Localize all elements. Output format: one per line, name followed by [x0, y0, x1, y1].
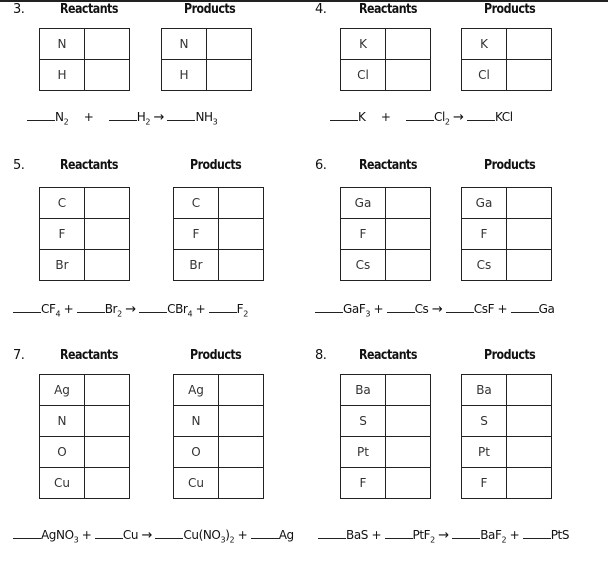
count-cell[interactable] — [85, 250, 130, 281]
count-cell[interactable] — [85, 406, 130, 437]
count-cell[interactable] — [85, 375, 130, 406]
element-cell: S — [341, 406, 386, 437]
element-cell: Cu — [40, 468, 85, 499]
problem-number: 8. — [315, 348, 327, 363]
products-heading: Products — [184, 2, 236, 17]
coefficient-blank[interactable] — [13, 303, 41, 313]
arrow-icon: → — [141, 528, 152, 543]
count-cell[interactable] — [219, 219, 264, 250]
count-cell[interactable] — [219, 250, 264, 281]
element-cell: Cu — [174, 468, 219, 499]
reactants-heading: Reactants — [359, 2, 417, 17]
element-cell: F — [174, 219, 219, 250]
equation: $CF_4 + Br_2 \to CBr_4 + F_2$ — [13, 302, 248, 318]
reactants-table — [39, 374, 130, 499]
reactants-heading: Reactants — [359, 158, 417, 173]
count-cell[interactable] — [85, 437, 130, 468]
count-cell[interactable] — [386, 29, 431, 60]
count-cell[interactable] — [507, 250, 552, 281]
problem-number: 7. — [13, 348, 25, 363]
coefficient-blank[interactable] — [387, 303, 415, 313]
element-cell: Ga — [462, 188, 507, 219]
products-table — [173, 374, 264, 499]
element-cell: Br — [174, 250, 219, 281]
coefficient-blank[interactable] — [95, 529, 123, 539]
products-heading: Products — [484, 158, 536, 173]
element-cell: C — [174, 188, 219, 219]
element-cell: N — [40, 406, 85, 437]
products-table — [173, 187, 264, 281]
count-cell[interactable] — [85, 29, 130, 60]
equation: $K + Cl_2$ → KCl — [330, 110, 513, 126]
count-cell[interactable] — [386, 219, 431, 250]
count-cell[interactable] — [219, 406, 264, 437]
element-cell: Pt — [462, 437, 507, 468]
element-cell: Ag — [174, 375, 219, 406]
products-table — [461, 374, 552, 499]
products-heading: Products — [484, 2, 536, 17]
coefficient-blank[interactable] — [77, 303, 105, 313]
problem-number: 6. — [315, 158, 327, 173]
coefficient-blank[interactable] — [330, 111, 358, 121]
equation: $N_2 + H_2 \to NH_3$ — [27, 110, 217, 126]
element-cell: K — [341, 29, 386, 60]
count-cell[interactable] — [85, 468, 130, 499]
element-cell: K — [462, 29, 507, 60]
problem-number: 5. — [13, 158, 25, 173]
problem-number: 3. — [13, 2, 25, 17]
reactants-heading: Reactants — [60, 348, 118, 363]
count-cell[interactable] — [219, 375, 264, 406]
count-cell[interactable] — [85, 188, 130, 219]
element-cell: H — [40, 60, 85, 91]
problem-number: 4. — [315, 2, 327, 17]
element-cell: F — [341, 468, 386, 499]
count-cell[interactable] — [507, 29, 552, 60]
coefficient-blank[interactable] — [315, 303, 343, 313]
equation: AgNO$_3$ + $Cu \to Cu(NO_3)_2 + Ag$ — [13, 528, 294, 544]
coefficient-blank[interactable] — [155, 529, 183, 539]
count-cell[interactable] — [386, 406, 431, 437]
arrow-icon: → — [431, 302, 443, 317]
element-cell: S — [462, 406, 507, 437]
coefficient-blank[interactable] — [251, 529, 279, 539]
element-cell: F — [462, 468, 507, 499]
count-cell[interactable] — [386, 468, 431, 499]
element-cell: O — [40, 437, 85, 468]
coefficient-blank[interactable] — [467, 111, 495, 121]
element-cell: Pt — [341, 437, 386, 468]
element-cell: F — [40, 219, 85, 250]
products-heading: Products — [484, 348, 536, 363]
count-cell[interactable] — [386, 250, 431, 281]
element-cell: N — [174, 406, 219, 437]
element-cell: C — [40, 188, 85, 219]
count-cell[interactable] — [507, 188, 552, 219]
coefficient-blank[interactable] — [139, 303, 167, 313]
coefficient-blank[interactable] — [523, 529, 551, 539]
count-cell[interactable] — [219, 437, 264, 468]
count-cell[interactable] — [507, 60, 552, 91]
element-cell: F — [341, 219, 386, 250]
element-cell: N — [162, 29, 207, 60]
reactants-heading: Reactants — [359, 348, 417, 363]
reactants-table — [39, 187, 130, 281]
products-table — [461, 187, 552, 281]
count-cell[interactable] — [386, 437, 431, 468]
reactants-table — [340, 28, 431, 91]
products-heading: Products — [190, 158, 242, 173]
coefficient-blank[interactable] — [406, 111, 434, 121]
element-cell: F — [462, 219, 507, 250]
equation: BaS + PtF$_2$ → BaF$_2$ + PtS — [318, 528, 569, 544]
count-cell[interactable] — [219, 188, 264, 219]
count-cell[interactable] — [207, 60, 252, 91]
count-cell[interactable] — [386, 375, 431, 406]
element-cell: Ag — [40, 375, 85, 406]
coefficient-blank[interactable] — [385, 529, 413, 539]
coefficient-blank[interactable] — [511, 303, 539, 313]
coefficient-blank[interactable] — [27, 111, 55, 121]
count-cell[interactable] — [386, 60, 431, 91]
equation: GaF$_3$ + Cs → CsF + Ga — [315, 302, 554, 318]
products-table — [461, 28, 552, 91]
arrow-icon: → — [153, 110, 165, 125]
arrow-icon: → — [438, 528, 449, 543]
reactants-table — [39, 28, 130, 91]
element-cell: Ga — [341, 188, 386, 219]
count-cell[interactable] — [85, 60, 130, 91]
count-cell[interactable] — [507, 437, 552, 468]
arrow-icon: → — [453, 110, 464, 125]
coefficient-blank[interactable] — [167, 111, 195, 121]
products-heading: Products — [190, 348, 242, 363]
count-cell[interactable] — [386, 188, 431, 219]
coefficient-blank[interactable] — [13, 529, 41, 539]
reactants-table — [340, 374, 431, 499]
element-cell: Ba — [341, 375, 386, 406]
coefficient-blank[interactable] — [446, 303, 474, 313]
reactants-heading: Reactants — [60, 158, 118, 173]
count-cell[interactable] — [219, 468, 264, 499]
element-cell: Ba — [462, 375, 507, 406]
coefficient-blank[interactable] — [452, 529, 480, 539]
coefficient-blank[interactable] — [109, 111, 137, 121]
count-cell[interactable] — [507, 375, 552, 406]
element-cell: Cl — [462, 60, 507, 91]
count-cell[interactable] — [507, 406, 552, 437]
element-cell: Cl — [341, 60, 386, 91]
element-cell: Br — [40, 250, 85, 281]
count-cell[interactable] — [507, 468, 552, 499]
coefficient-blank[interactable] — [209, 303, 237, 313]
element-cell: N — [40, 29, 85, 60]
element-cell: H — [162, 60, 207, 91]
reactants-table — [340, 187, 431, 281]
coefficient-blank[interactable] — [318, 529, 346, 539]
element-cell: Cs — [341, 250, 386, 281]
arrow-icon: → — [125, 302, 136, 317]
element-cell: Cs — [462, 250, 507, 281]
reactants-heading: Reactants — [60, 2, 118, 17]
count-cell[interactable] — [507, 219, 552, 250]
products-table — [161, 28, 252, 91]
element-cell: O — [174, 437, 219, 468]
count-cell[interactable] — [85, 219, 130, 250]
count-cell[interactable] — [207, 29, 252, 60]
